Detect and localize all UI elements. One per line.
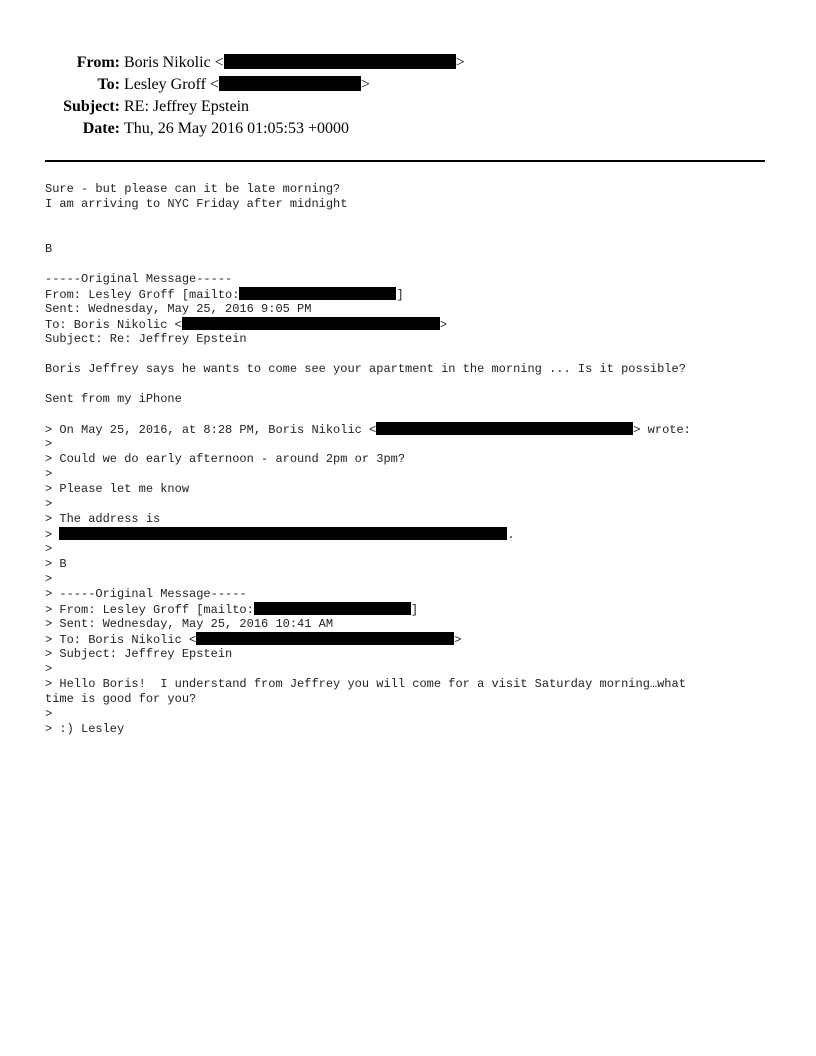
quoted-line: > Please let me know (45, 482, 190, 496)
date-row (0, 118, 816, 140)
redaction (182, 317, 440, 330)
subject-value: RE: Jeffrey Epstein (124, 98, 250, 115)
email-header (0, 52, 816, 140)
quoted-line: > Could we do early afternoon - around 2pm or 3pm? (45, 452, 406, 466)
quoted-line: > (45, 662, 53, 676)
from-value: Boris Nikolic < (124, 54, 224, 71)
redaction (196, 632, 454, 645)
redaction (224, 54, 456, 69)
signature: B (45, 242, 53, 256)
to-close: > (360, 76, 370, 93)
date-value: Thu, 26 May 2016 01:05:53 +0000 (124, 120, 350, 137)
sent-from: Sent from my iPhone (45, 392, 182, 406)
redaction (59, 527, 507, 540)
date-label: Date: (82, 120, 120, 137)
to-value: Lesley Groff < (124, 76, 219, 93)
message-text: Boris Jeffrey says he wants to come see your apartment in the morning ... Is it possible? (45, 362, 686, 376)
quoted-line: > On May 25, 2016, at 8:28 PM, Boris Nikolic < > wrote: (45, 423, 691, 437)
quoted-line: > Sent: Wednesday, May 25, 2016 10:41 AM (45, 617, 334, 631)
quoted-line: > To: Boris Nikolic < > (45, 633, 462, 647)
original-from: From: Lesley Groff [mailto: ] (45, 288, 404, 302)
quoted-line: > (45, 467, 53, 481)
original-to: To: Boris Nikolic < > (45, 318, 448, 332)
subject-row (0, 96, 816, 118)
original-subject: Subject: Re: Jeffrey Epstein (45, 332, 247, 346)
quoted-line: > (45, 542, 53, 556)
from-close: > (455, 54, 465, 71)
quoted-line: > (45, 497, 53, 511)
quoted-line: time is good for you? (45, 692, 197, 706)
quoted-line: > Hello Boris! I understand from Jeffrey you will come for a visit Saturday morning…what (45, 677, 686, 691)
original-sent: Sent: Wednesday, May 25, 2016 9:05 PM (45, 302, 312, 316)
from-label: From: (76, 54, 120, 71)
original-message-separator: -----Original Message----- (45, 272, 233, 286)
body-line: I am arriving to NYC Friday after midnight (45, 197, 348, 211)
quoted-line: > -----Original Message----- (45, 587, 247, 601)
subject-label: Subject: (63, 98, 120, 115)
redaction (376, 422, 633, 435)
header-divider (45, 160, 765, 162)
quoted-line: > (45, 707, 53, 721)
body-line: Sure - but please can it be late morning? (45, 182, 341, 196)
redaction (219, 76, 361, 91)
redaction (239, 287, 396, 300)
email-body (45, 182, 775, 737)
from-row (0, 52, 816, 74)
quoted-line: > B (45, 557, 67, 571)
quoted-line: > The address is (45, 512, 161, 526)
quoted-line: > :) Lesley (45, 722, 125, 736)
quoted-line: > . (45, 528, 515, 542)
quoted-line: > Subject: Jeffrey Epstein (45, 647, 233, 661)
redaction (254, 602, 411, 615)
quoted-line: > (45, 437, 53, 451)
quoted-line: > (45, 572, 53, 586)
to-row (0, 74, 816, 96)
to-label: To: (97, 76, 120, 93)
quoted-line: > From: Lesley Groff [mailto: ] (45, 603, 419, 617)
